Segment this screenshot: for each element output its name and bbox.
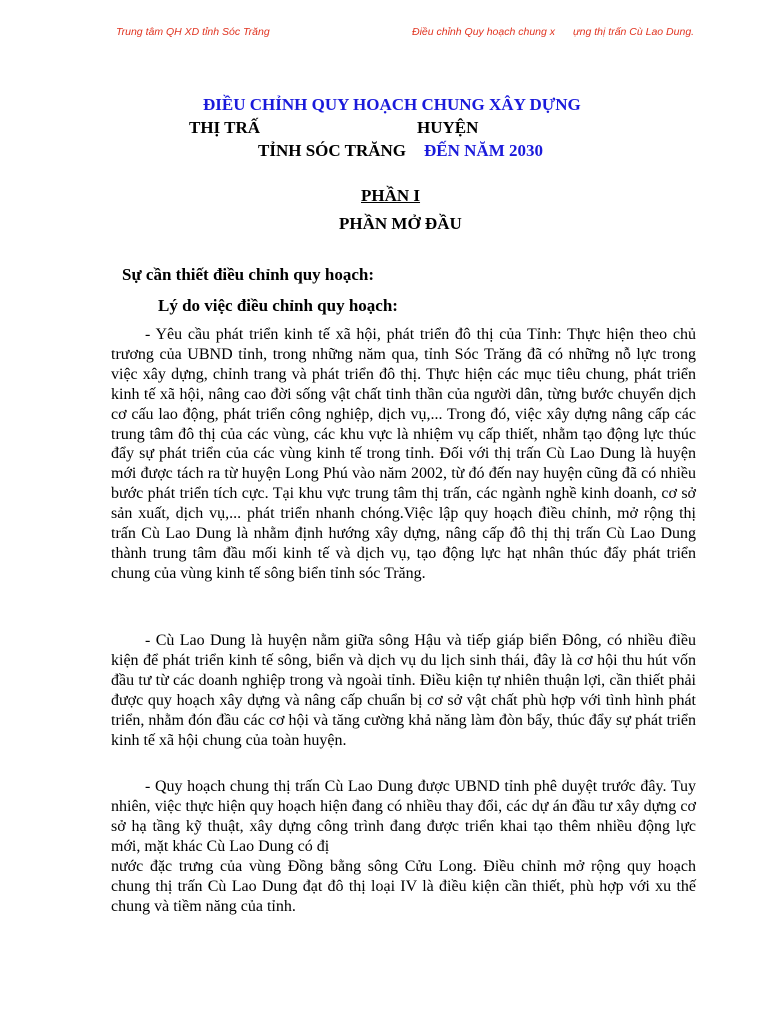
body-paragraph-3: - Quy hoạch chung thị trấn Cù Lao Dung được UBND tỉnh phê duyệt trước đây. Tuy nhiên, việc thực hiện quy hoạch hiện đang có nhiều thay đổi, các dự án đầu tư xây dựng cơ sở hạ tầng kỹ thuật, xây dựng công trình đang được triển khai tạo thêm nhiều động lực mới, mặt khác Cù Lao Dung có đị (111, 778, 696, 855)
title-district: HUYỆN (417, 118, 479, 137)
body-paragraph-2: - Cù Lao Dung là huyện nằm giữa sông Hậu và tiếp giáp biển Đông, có nhiều điều kiện để phát triển kinh tế sông, biển và dịch vụ du lịch sinh thái, đây là cơ hội thu hút vốn đầu tư từ các doanh nghiệp trong và ngoài tỉnh. Điều kiện tự nhiên thuận lợi, cần thiết phải được quy hoạch xây dựng và nâng cấp chuẩn bị cơ sở vật chất phù hợp với tình hình phát triển, nhằm đón đầu các cơ hội và tăng cường khả năng làm đòn bẩy, thúc đẩy sự phát triển kinh tế xã hội chung của toàn huyện. (111, 632, 696, 749)
body-paragraph-3-continued: nước đặc trưng của vùng Đồng bằng sông Cửu Long. Điều chỉnh mở rộng quy hoạch chung thị trấn Cù Lao Dung đạt đô thị loại IV là điều kiện cần thiết, phù hợp với xu thế chung và tiềm năng của tỉnh. (111, 858, 696, 915)
part-name: PHẦN MỞ ĐẦU (339, 214, 462, 233)
subsection-heading: Lý do việc điều chỉnh quy hoạch: (158, 296, 398, 315)
title-town: THỊ TRẤ (189, 118, 261, 137)
part-label: PHẦN I (361, 186, 421, 205)
body-paragraph-1: - Yêu cầu phát triển kinh tế xã hội, phát triển đô thị của Tỉnh: Thực hiện theo chủ trương của UBND tỉnh, trong những năm qua, tỉnh Sóc Trăng đã có những nỗ lực trong việc xây dựng, chỉnh trang và phát triển đô thị. Thực hiện các mục tiêu chung, phát triển kinh tế xã hội, nâng cao đời sống vật chất tinh thần của người dân, từng bước chuyển dịch cơ cấu lao động, phát triển công nghiệp, dịch vụ,... Trong đó, việc xây dựng nâng cấp các trung tâm đô thị của các vùng, các khu vực là nhiệm vụ cấp thiết, nhằm tạo động lực thúc đẩy sự phát triển của các vùng kinh tế trong tỉnh. Đối với thị trấn Cù Lao Dung là huyện mới được tách ra từ huyện Long Phú vào năm 2002, từ đó đến nay huyện cũng đã có nhiều bước phát triển tích cực. Tại khu vực trung tâm thị trấn, các ngành nghề kinh doanh, cơ sở sản xuất, dịch vụ,... phát triển nhanh chóng.Việc lập quy hoạch điều chỉnh, mở rộng thị trấn Cù Lao Dung là nhằm định hướng xây dựng, nâng cấp đô thị thị trấn Cù Lao Dung thành trung tâm đầu mối kinh tế và dịch vụ, tạo động lực hạt nhân thúc đẩy phát triển chung của vùng kinh tế sông biển tỉnh sóc Trăng. (111, 326, 696, 582)
section-heading: Sự cần thiết điều chỉnh quy hoạch: (122, 265, 375, 284)
title-province: TỈNH SÓC TRĂNG (258, 141, 406, 160)
running-header-right-part1: Điều chỉnh Quy hoạch chung x (412, 26, 556, 38)
running-header-right-part2: ựng thị trấn Cù Lao Dung. (573, 26, 695, 38)
title-year: ĐẾN NĂM 2030 (424, 141, 543, 160)
document-title: ĐIỀU CHỈNH QUY HOẠCH CHUNG XÂY DỰNG (203, 95, 581, 114)
running-header-left: Trung tâm QH XD tỉnh Sóc Trăng (116, 26, 270, 38)
running-header-right (412, 26, 694, 38)
